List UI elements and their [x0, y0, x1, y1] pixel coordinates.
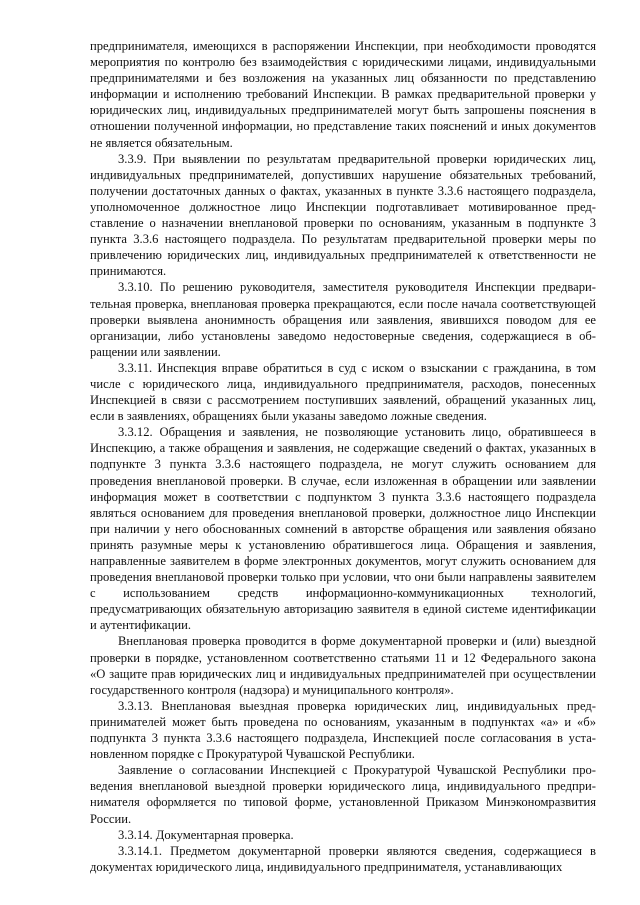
paragraph-3-3-10: 3.3.10. По решению руководителя, заместителя руководителя Инспекции предварительная проверка, внеплановая проверка прекращаются, если после начала соответствующей проверки выявлена анонимность обращения или заявления, явившихся поводом для ее организации, либо установлены заведомо недостоверные сведения, содержащиеся в обращении или заявлении.: [90, 280, 596, 359]
document-page: [90, 38, 596, 875]
paragraph-unscheduled-inspection-form: Внеплановая проверка проводится в форме документарной проверки и (или) выездной проверки в порядке, установленном соответственно статьями 11 и 12 Федерального закона «О защите прав юридических лиц и индивидуальных предпринимателей при осуществлении государственного контроля (надзора) и муниципального контроля».: [90, 634, 596, 697]
paragraph-continuation: предпринимателя, имеющихся в распоряжении Инспекции, при необходимости проводятся мероприятия по контролю без взаимодействия с юридическими лицами, индивидуальными предпринимателями и без возложения на указанных лиц обязанности по представлению информации и исполнению требований Инспекции. В рамках предварительной проверки у юридических лиц, индивидуальных предпринимателей могут быть запрошены пояснения в отношении полученной информации, но представление таких пояснений и иных документов не является обязательным.: [90, 39, 596, 150]
paragraph-3-3-9: 3.3.9. При выявлении по результатам предварительной проверки юридических лиц, индивидуальных предпринимателей, допустивших нарушение обязательных требований, получении достаточных данных о фактах, указанных в пункте 3.3.6 настоящего подраздела, уполномоченное должностное лицо Инспекции подготавливает мотивированное представление о назначении внеплановой проверки по основаниям, указанным в подпункте 3 пункта 3.3.6 настоящего подраздела. По результатам предварительной проверки меры по привлечению юридических лиц, индивидуальных предпринимателей к ответственности не принимаются.: [90, 151, 596, 279]
paragraph-3-3-14: 3.3.14. Документарная проверка.: [118, 827, 294, 842]
paragraph-3-3-13: 3.3.13. Внеплановая выездная проверка юридических лиц, индивидуальных предпринимателей может быть проведена по основаниям, указанным в подпунктах «а» и «б» подпункта 3 пункта 3.3.6 настоящего подраздела, Инспекцией после согласования в установленном порядке с Прокуратурой Чувашской Республики.: [90, 698, 596, 762]
paragraph-3-3-14-1: 3.3.14.1. Предметом документарной проверки являются сведения, содержащиеся в документах юридического лица, индивидуального предпринимателя, устанавливающих: [90, 843, 596, 874]
paragraph-3-3-11: 3.3.11. Инспекция вправе обратиться в суд с иском о взыскании с гражданина, в том числе с юридического лица, индивидуального предпринимателя, расходов, понесенных Инспекцией в связи с рассмотрением поступивших заявлений, обращений указанных лиц, если в заявлениях, обращениях были указаны заведомо ложные сведения.: [90, 360, 596, 424]
paragraph-approval-application: Заявление о согласовании Инспекцией с Прокуратурой Чувашской Республики проведения внеплановой выездной проверки юридического лица, индивидуального предпринимателя оформляется по типовой форме, установленной Приказом Минэкономразвития России.: [90, 763, 596, 826]
paragraph-3-3-12: 3.3.12. Обращения и заявления, не позволяющие установить лицо, обратившееся в Инспекцию, а также обращения и заявления, не содержащие сведений о фактах, указанных в подпункте 3 пункта 3.3.6 настоящего подраздела, не могут служить основанием для проведения внеплановой проверки. В случае, если изложенная в обращении или заявлении информация может в соответствии с подпунктом 3 пункта 3.3.6 настоящего подраздела являться основанием для проведения внеплановой проверки, должностное лицо Инспекции при наличии у него обоснованных сомнений в авторстве обращения или заявления обязано принять разумные меры к установлению обратившегося лица. Обращения и заявления, направленные заявителем в форме электронных документов, могут служить основанием для проведения внеплановой проверки только при условии, что они были направлены заявителем с использованием средств информационно-коммуникационных технологий, предусматривающих обязательную авторизацию заявителя в единой системе идентификации и аутентификации.: [90, 425, 596, 633]
